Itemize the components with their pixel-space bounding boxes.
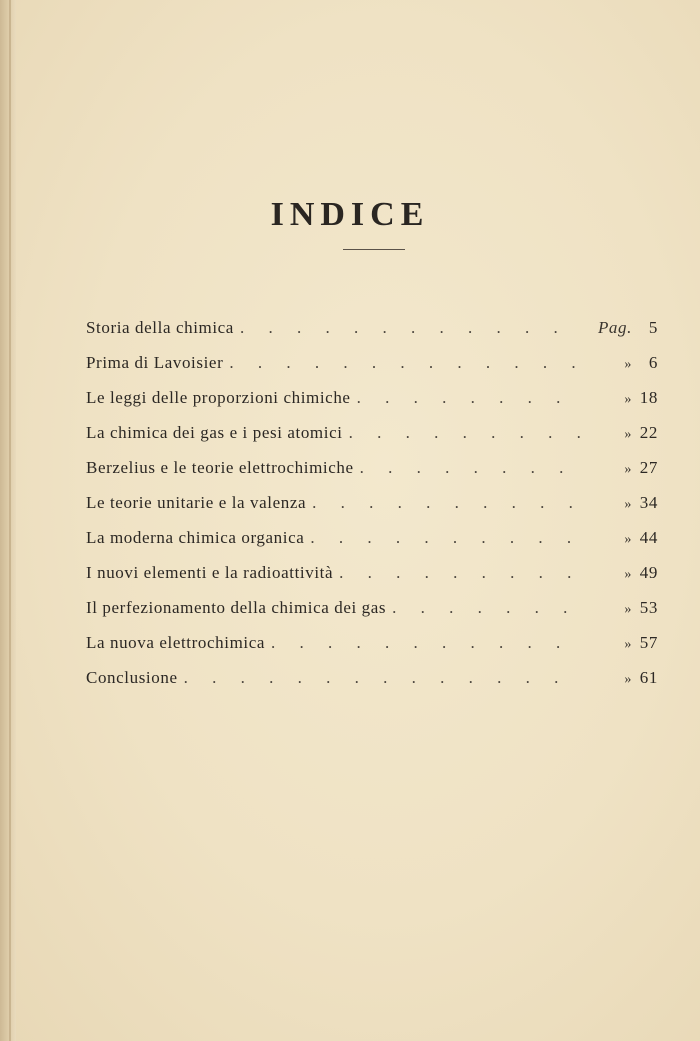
- leader-dots: [349, 423, 580, 443]
- page-prefix: »: [624, 672, 632, 687]
- leader-dots: [310, 528, 580, 548]
- toc-entry-chimica-dei-gas: [86, 423, 658, 458]
- leader-dots: [184, 668, 580, 688]
- toc-entry-page: 57: [639, 633, 658, 652]
- leader-dots: [229, 353, 580, 373]
- page-prefix: »: [624, 462, 632, 477]
- index-title: INDICE: [270, 196, 430, 233]
- leader-dots: [339, 563, 580, 583]
- toc-entry-title: Storia della chimica: [86, 318, 234, 337]
- leader-dots: [392, 598, 580, 618]
- toc-entry-page: 34: [639, 493, 658, 512]
- page-prefix: Pag.: [597, 318, 632, 337]
- page-prefix: »: [624, 532, 632, 547]
- binding-fold-line: [9, 0, 11, 1041]
- page-prefix: »: [624, 637, 632, 652]
- toc-entry-page: 53: [639, 598, 658, 617]
- title-rule: [343, 249, 405, 250]
- leader-dots: [240, 318, 580, 338]
- toc-entry-page: 22: [639, 423, 658, 442]
- toc-entry-title: Prima di Lavoisier: [86, 353, 224, 372]
- binding-edge: [0, 0, 16, 1041]
- page-prefix: »: [624, 602, 632, 617]
- toc-entry-title: La nuova elettrochimica: [86, 633, 266, 652]
- page-prefix: »: [624, 427, 632, 442]
- toc-entry-page: 49: [639, 563, 658, 582]
- toc-entry-storia-della-chimica: [86, 318, 658, 353]
- leader-dots: [360, 458, 580, 478]
- toc-entry-conclusione: [86, 668, 658, 703]
- leader-dots: [271, 633, 580, 653]
- toc-entry-nuovi-elementi: [86, 563, 658, 598]
- page-prefix: »: [624, 567, 632, 582]
- toc-entry-chimica-organica: [86, 528, 658, 563]
- toc-entry-title: Il perfezionamento della chimica dei gas: [86, 598, 387, 617]
- toc-entry-prima-di-lavoisier: [86, 353, 658, 388]
- toc-entry-berzelius: [86, 458, 658, 493]
- toc-entry-title: Berzelius e le teorie elettrochimiche: [86, 458, 354, 477]
- toc-entry-page: 18: [639, 388, 658, 407]
- toc-entry-leggi-proporzioni: [86, 388, 658, 423]
- leader-dots: [357, 388, 580, 408]
- toc-entry-page: 6: [648, 353, 658, 372]
- toc-entry-title: La moderna chimica organica: [86, 528, 305, 547]
- toc-entry-perfezionamento: [86, 598, 658, 633]
- page-prefix: »: [624, 357, 632, 372]
- toc-entry-page: 61: [639, 668, 658, 687]
- toc-entry-teorie-unitarie: [86, 493, 658, 528]
- toc-entry-title: I nuovi elementi e la radioattività: [86, 563, 334, 582]
- page-prefix: »: [624, 497, 632, 512]
- table-of-contents: [86, 318, 658, 703]
- toc-entry-title: Le teorie unitarie e la valenza: [86, 493, 307, 512]
- toc-entry-title: Le leggi delle proporzioni chimiche: [86, 388, 351, 407]
- toc-entry-page: 5: [648, 318, 658, 337]
- toc-entry-nuova-elettrochimica: [86, 633, 658, 668]
- page-prefix: »: [624, 392, 632, 407]
- toc-entry-page: 44: [639, 528, 658, 547]
- leader-dots: [312, 493, 580, 513]
- toc-entry-title: Conclusione: [86, 668, 178, 687]
- toc-entry-page: 27: [639, 458, 658, 477]
- toc-entry-title: La chimica dei gas e i pesi atomici: [86, 423, 343, 442]
